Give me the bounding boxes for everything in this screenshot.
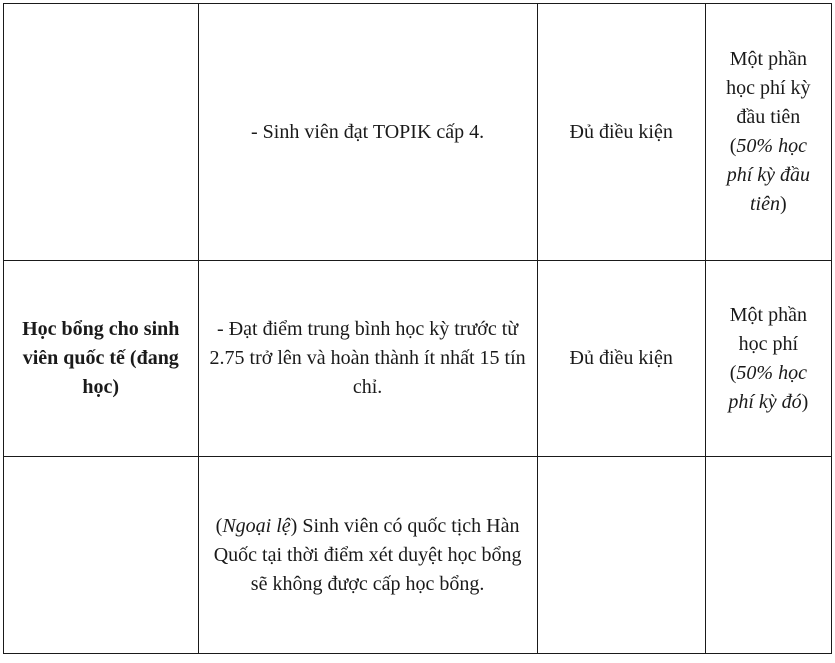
eligibility-text: Đủ điều kiện <box>569 347 673 369</box>
benefit-cell <box>705 4 831 261</box>
benefit-note: 50% học phí kỳ đó <box>728 361 807 413</box>
eligibility-cell <box>537 457 705 654</box>
benefit-cell <box>705 457 831 654</box>
eligibility-cell <box>537 261 705 457</box>
benefit-line: học phí <box>738 332 799 355</box>
category-cell <box>4 4 199 261</box>
criteria-prefix-paren-close: ) <box>290 514 298 537</box>
table-row <box>4 457 832 654</box>
benefit-note: 50% học phí kỳ đầu tiên <box>726 135 810 215</box>
criteria-cell <box>198 4 537 261</box>
benefit-line: học phí kỳ <box>726 77 811 99</box>
eligibility-cell <box>537 4 705 261</box>
table-row <box>4 261 832 457</box>
category-cell <box>4 457 199 654</box>
benefit-line: Một phần <box>729 303 807 326</box>
benefit-note-paren-close: ) <box>780 193 787 215</box>
criteria-prefix-paren-open: ( <box>215 514 223 537</box>
scholarship-table <box>3 3 832 654</box>
eligibility-text: Đủ điều kiện <box>569 120 673 143</box>
category-text: Học bổng cho sinh viên quốc tế (đang học) <box>22 318 180 398</box>
criteria-text: - Đạt điểm trung bình học kỳ trước từ 2.75 trở lên và hoàn thành ít nhất 15 tín chỉ. <box>209 318 526 398</box>
table-row <box>4 4 832 261</box>
benefit-cell <box>705 261 831 457</box>
category-cell <box>4 261 199 457</box>
benefit-note-paren-close: ) <box>801 390 809 413</box>
criteria-text: - Sinh viên đạt TOPIK cấp 4. <box>251 120 485 143</box>
criteria-text: Sinh viên có quốc tịch Hàn Quốc tại thời điểm xét duyệt học bổng sẽ không được cấp học bổng. <box>213 514 522 595</box>
criteria-cell <box>198 457 537 654</box>
benefit-line: Một phần <box>729 48 807 70</box>
criteria-exception-label: Ngoại lệ <box>222 514 291 537</box>
benefit-line: đầu tiên <box>736 106 801 128</box>
criteria-cell <box>198 261 537 457</box>
benefit-note-paren-open: ( <box>729 135 737 157</box>
benefit-note-paren-open: ( <box>729 361 737 384</box>
